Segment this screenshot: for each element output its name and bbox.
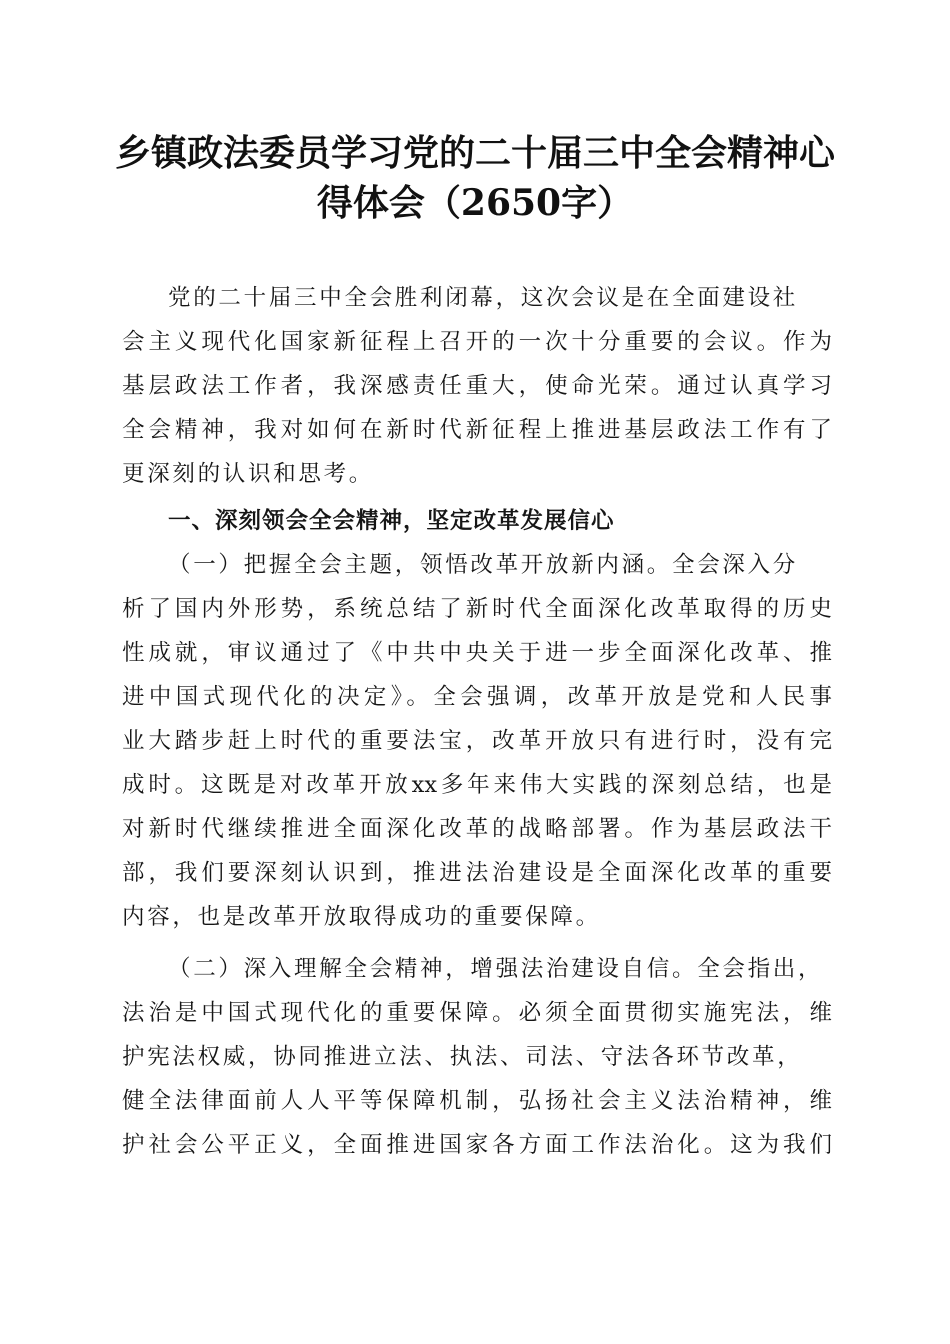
intro-line-2: 会主义现代化国家新征程上召开的一次十分重要的会议。作为 [122,329,832,355]
sub1-line-5: 业大踏步赶上时代的重要法宝，改革开放只有进行时，没有完 [122,728,832,754]
title-line-1: 乡镇政法委员学习党的二十届三中全会精神心 [114,132,835,174]
sub2-line-1: （二）深入理解全会精神，增强法治建设自信。全会指出， [168,956,824,982]
sub1-line-8: 部，我们要深刻认识到，推进法治建设是全面深化改革的重要 [122,860,832,886]
sub1-line-1: （一）把握全会主题，领悟改革开放新内涵。全会深入分 [168,552,799,578]
intro-line-3: 基层政法工作者，我深感责任重大，使命光荣。通过认真学习 [122,373,832,399]
sub1-line-4: 进中国式现代化的决定》。全会强调，改革开放是党和人民事 [122,684,832,710]
sub1-line-2: 析了国内外形势，系统总结了新时代全面深化改革取得的历史 [122,596,832,622]
sub2-line-4: 健全法律面前人人平等保障机制，弘扬社会主义法治精神，维 [122,1088,832,1114]
sub2-line-3: 护宪法权威，协同推进立法、执法、司法、守法各环节改革， [122,1044,803,1070]
title-line-2: 得体会（2650字） [316,182,634,224]
document-title [110,128,840,228]
sub2-line-2: 法治是中国式现代化的重要保障。必须全面贯彻实施宪法，维 [122,1000,832,1026]
section-1-heading: 一、深刻领会全会精神，坚定改革发展信心 [168,508,615,534]
sub1-line-9: 内容，也是改革开放取得成功的重要保障。 [122,904,601,930]
intro-line-1: 党的二十届三中全会胜利闭幕，这次会议是在全面建设社 [168,285,799,311]
sub1-line-6: 成时。这既是对改革开放xx多年来伟大实践的深刻总结，也是 [122,772,832,798]
intro-line-5: 更深刻的认识和思考。 [122,461,375,487]
sub1-line-7: 对新时代继续推进全面深化改革的战略部署。作为基层政法干 [122,816,832,842]
sub1-line-3: 性成就，审议通过了《中共中央关于进一步全面深化改革、推 [122,640,832,666]
intro-line-4: 全会精神，我对如何在新时代新征程上推进基层政法工作有了 [122,417,832,443]
sub2-line-5: 护社会公平正义，全面推进国家各方面工作法治化。这为我们 [122,1132,832,1158]
